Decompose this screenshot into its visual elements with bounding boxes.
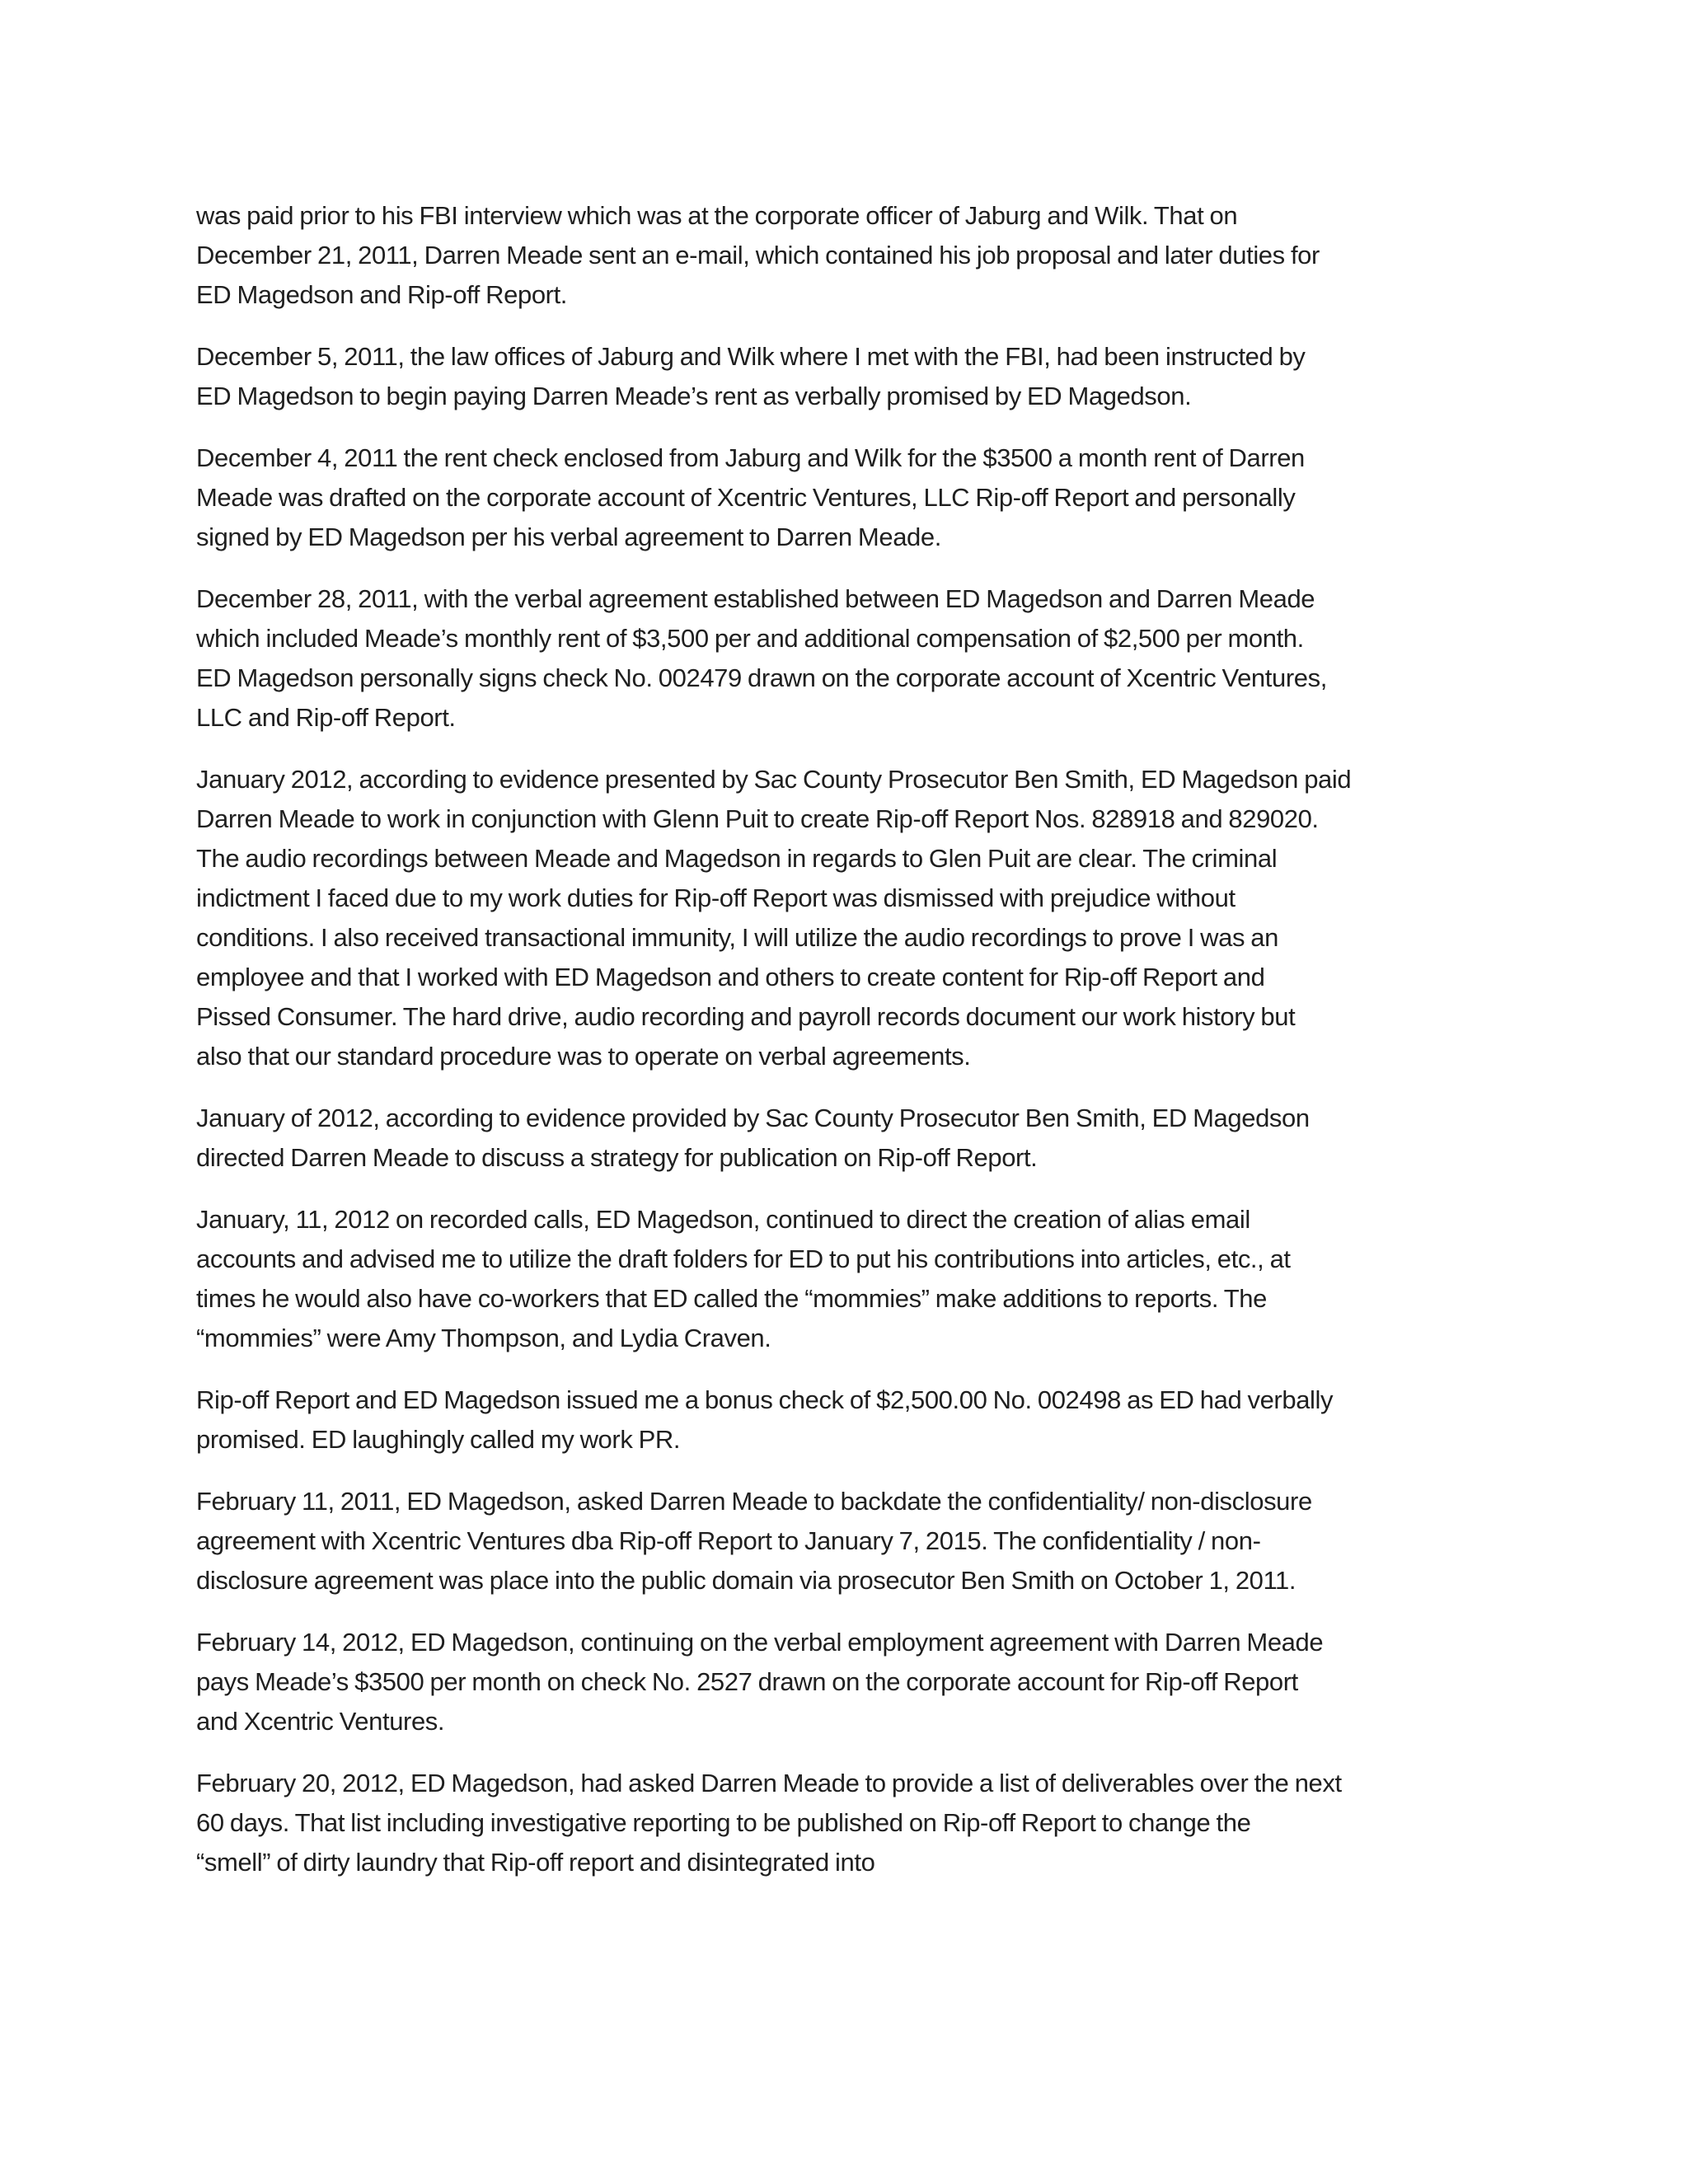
text-line: December 28, 2011, with the verbal agreement established between ED Magedson and Darren Meade xyxy=(196,584,1315,613)
text-line: and Xcentric Ventures. xyxy=(196,1707,445,1736)
text-line: also that our standard procedure was to operate on verbal agreements. xyxy=(196,1042,971,1071)
text-line: pays Meade’s $3500 per month on check No. 2527 drawn on the corporate account for Rip-off Report xyxy=(196,1667,1298,1696)
paragraph-february-11 xyxy=(196,1482,1482,1601)
text-line: ED Magedson and Rip-off Report. xyxy=(196,280,568,309)
text-line: conditions. I also received transactional immunity, I will utilize the audio recordings to prove I was an xyxy=(196,923,1278,952)
paragraph-january-11 xyxy=(196,1200,1482,1358)
text-line: Pissed Consumer. The hard drive, audio recording and payroll records document our work history but xyxy=(196,1002,1296,1031)
text-line: December 5, 2011, the law offices of Jaburg and Wilk where I met with the FBI, had been instructed by xyxy=(196,342,1306,371)
text-line: Rip-off Report and ED Magedson issued me a bonus check of $2,500.00 No. 002498 as ED had verbally xyxy=(196,1385,1334,1414)
paragraph-january-of-2012 xyxy=(196,1099,1482,1178)
text-line: directed Darren Meade to discuss a strategy for publication on Rip-off Report. xyxy=(196,1143,1038,1172)
text-line: December 4, 2011 the rent check enclosed from Jaburg and Wilk for the $3500 a month rent of Darren xyxy=(196,443,1305,472)
text-line: agreement with Xcentric Ventures dba Rip-off Report to January 7, 2015. The confidentiality / non- xyxy=(196,1526,1261,1555)
text-line: “smell” of dirty laundry that Rip-off report and disintegrated into xyxy=(196,1848,875,1877)
paragraph-december-4 xyxy=(196,438,1482,557)
paragraph-bonus-check xyxy=(196,1380,1482,1460)
paragraph-january-2012 xyxy=(196,760,1482,1076)
paragraph-december-5 xyxy=(196,337,1482,416)
text-line: February 14, 2012, ED Magedson, continuing on the verbal employment agreement with Darren Meade xyxy=(196,1628,1324,1657)
paragraph-fbi-interview xyxy=(196,196,1482,315)
text-line: indictment I faced due to my work duties for Rip-off Report was dismissed with prejudice without xyxy=(196,883,1236,912)
text-line: January 2012, according to evidence presented by Sac County Prosecutor Ben Smith, ED Magedson paid xyxy=(196,765,1352,794)
text-line: 60 days. That list including investigative reporting to be published on Rip-off Report to change the xyxy=(196,1808,1251,1837)
text-line: February 20, 2012, ED Magedson, had asked Darren Meade to provide a list of deliverables over the next xyxy=(196,1769,1342,1797)
text-line: Meade was drafted on the corporate account of Xcentric Ventures, LLC Rip-off Report and personally xyxy=(196,483,1296,512)
text-line: January, 11, 2012 on recorded calls, ED Magedson, continued to direct the creation of alias email xyxy=(196,1205,1250,1234)
text-line: disclosure agreement was place into the public domain via prosecutor Ben Smith on October 1, 2011. xyxy=(196,1566,1296,1595)
text-line: times he would also have co-workers that ED called the “mommies” make additions to reports. The xyxy=(196,1284,1267,1313)
text-line: was paid prior to his FBI interview which was at the corporate officer of Jaburg and Wilk. That on xyxy=(196,201,1238,230)
paragraph-december-28 xyxy=(196,579,1482,738)
text-line: “mommies” were Amy Thompson, and Lydia Craven. xyxy=(196,1324,771,1352)
text-line: Darren Meade to work in conjunction with Glenn Puit to create Rip-off Report Nos. 828918 and 829020. xyxy=(196,804,1319,833)
text-line: signed by ED Magedson per his verbal agreement to Darren Meade. xyxy=(196,523,941,551)
text-line: LLC and Rip-off Report. xyxy=(196,703,456,732)
text-line: February 11, 2011, ED Magedson, asked Darren Meade to backdate the confidentiality/ non-disclosure xyxy=(196,1487,1312,1516)
text-line: The audio recordings between Meade and Magedson in regards to Glen Puit are clear. The criminal xyxy=(196,844,1278,873)
paragraph-february-20 xyxy=(196,1764,1482,1882)
text-line: which included Meade’s monthly rent of $3,500 per and additional compensation of $2,500 per month. xyxy=(196,624,1304,653)
text-line: employee and that I worked with ED Magedson and others to create content for Rip-off Report and xyxy=(196,963,1265,991)
text-line: ED Magedson personally signs check No. 002479 drawn on the corporate account of Xcentric Ventures, xyxy=(196,663,1327,692)
text-line: ED Magedson to begin paying Darren Meade’s rent as verbally promised by ED Magedson. xyxy=(196,382,1192,410)
text-line: January of 2012, according to evidence provided by Sac County Prosecutor Ben Smith, ED Magedson xyxy=(196,1104,1310,1132)
text-line: accounts and advised me to utilize the draft folders for ED to put his contributions into articles, etc., at xyxy=(196,1244,1291,1273)
paragraph-february-14 xyxy=(196,1623,1482,1741)
text-line: promised. ED laughingly called my work PR. xyxy=(196,1425,681,1454)
text-line: December 21, 2011, Darren Meade sent an e-mail, which contained his job proposal and later duties for xyxy=(196,241,1320,269)
document-body xyxy=(196,196,1482,1905)
